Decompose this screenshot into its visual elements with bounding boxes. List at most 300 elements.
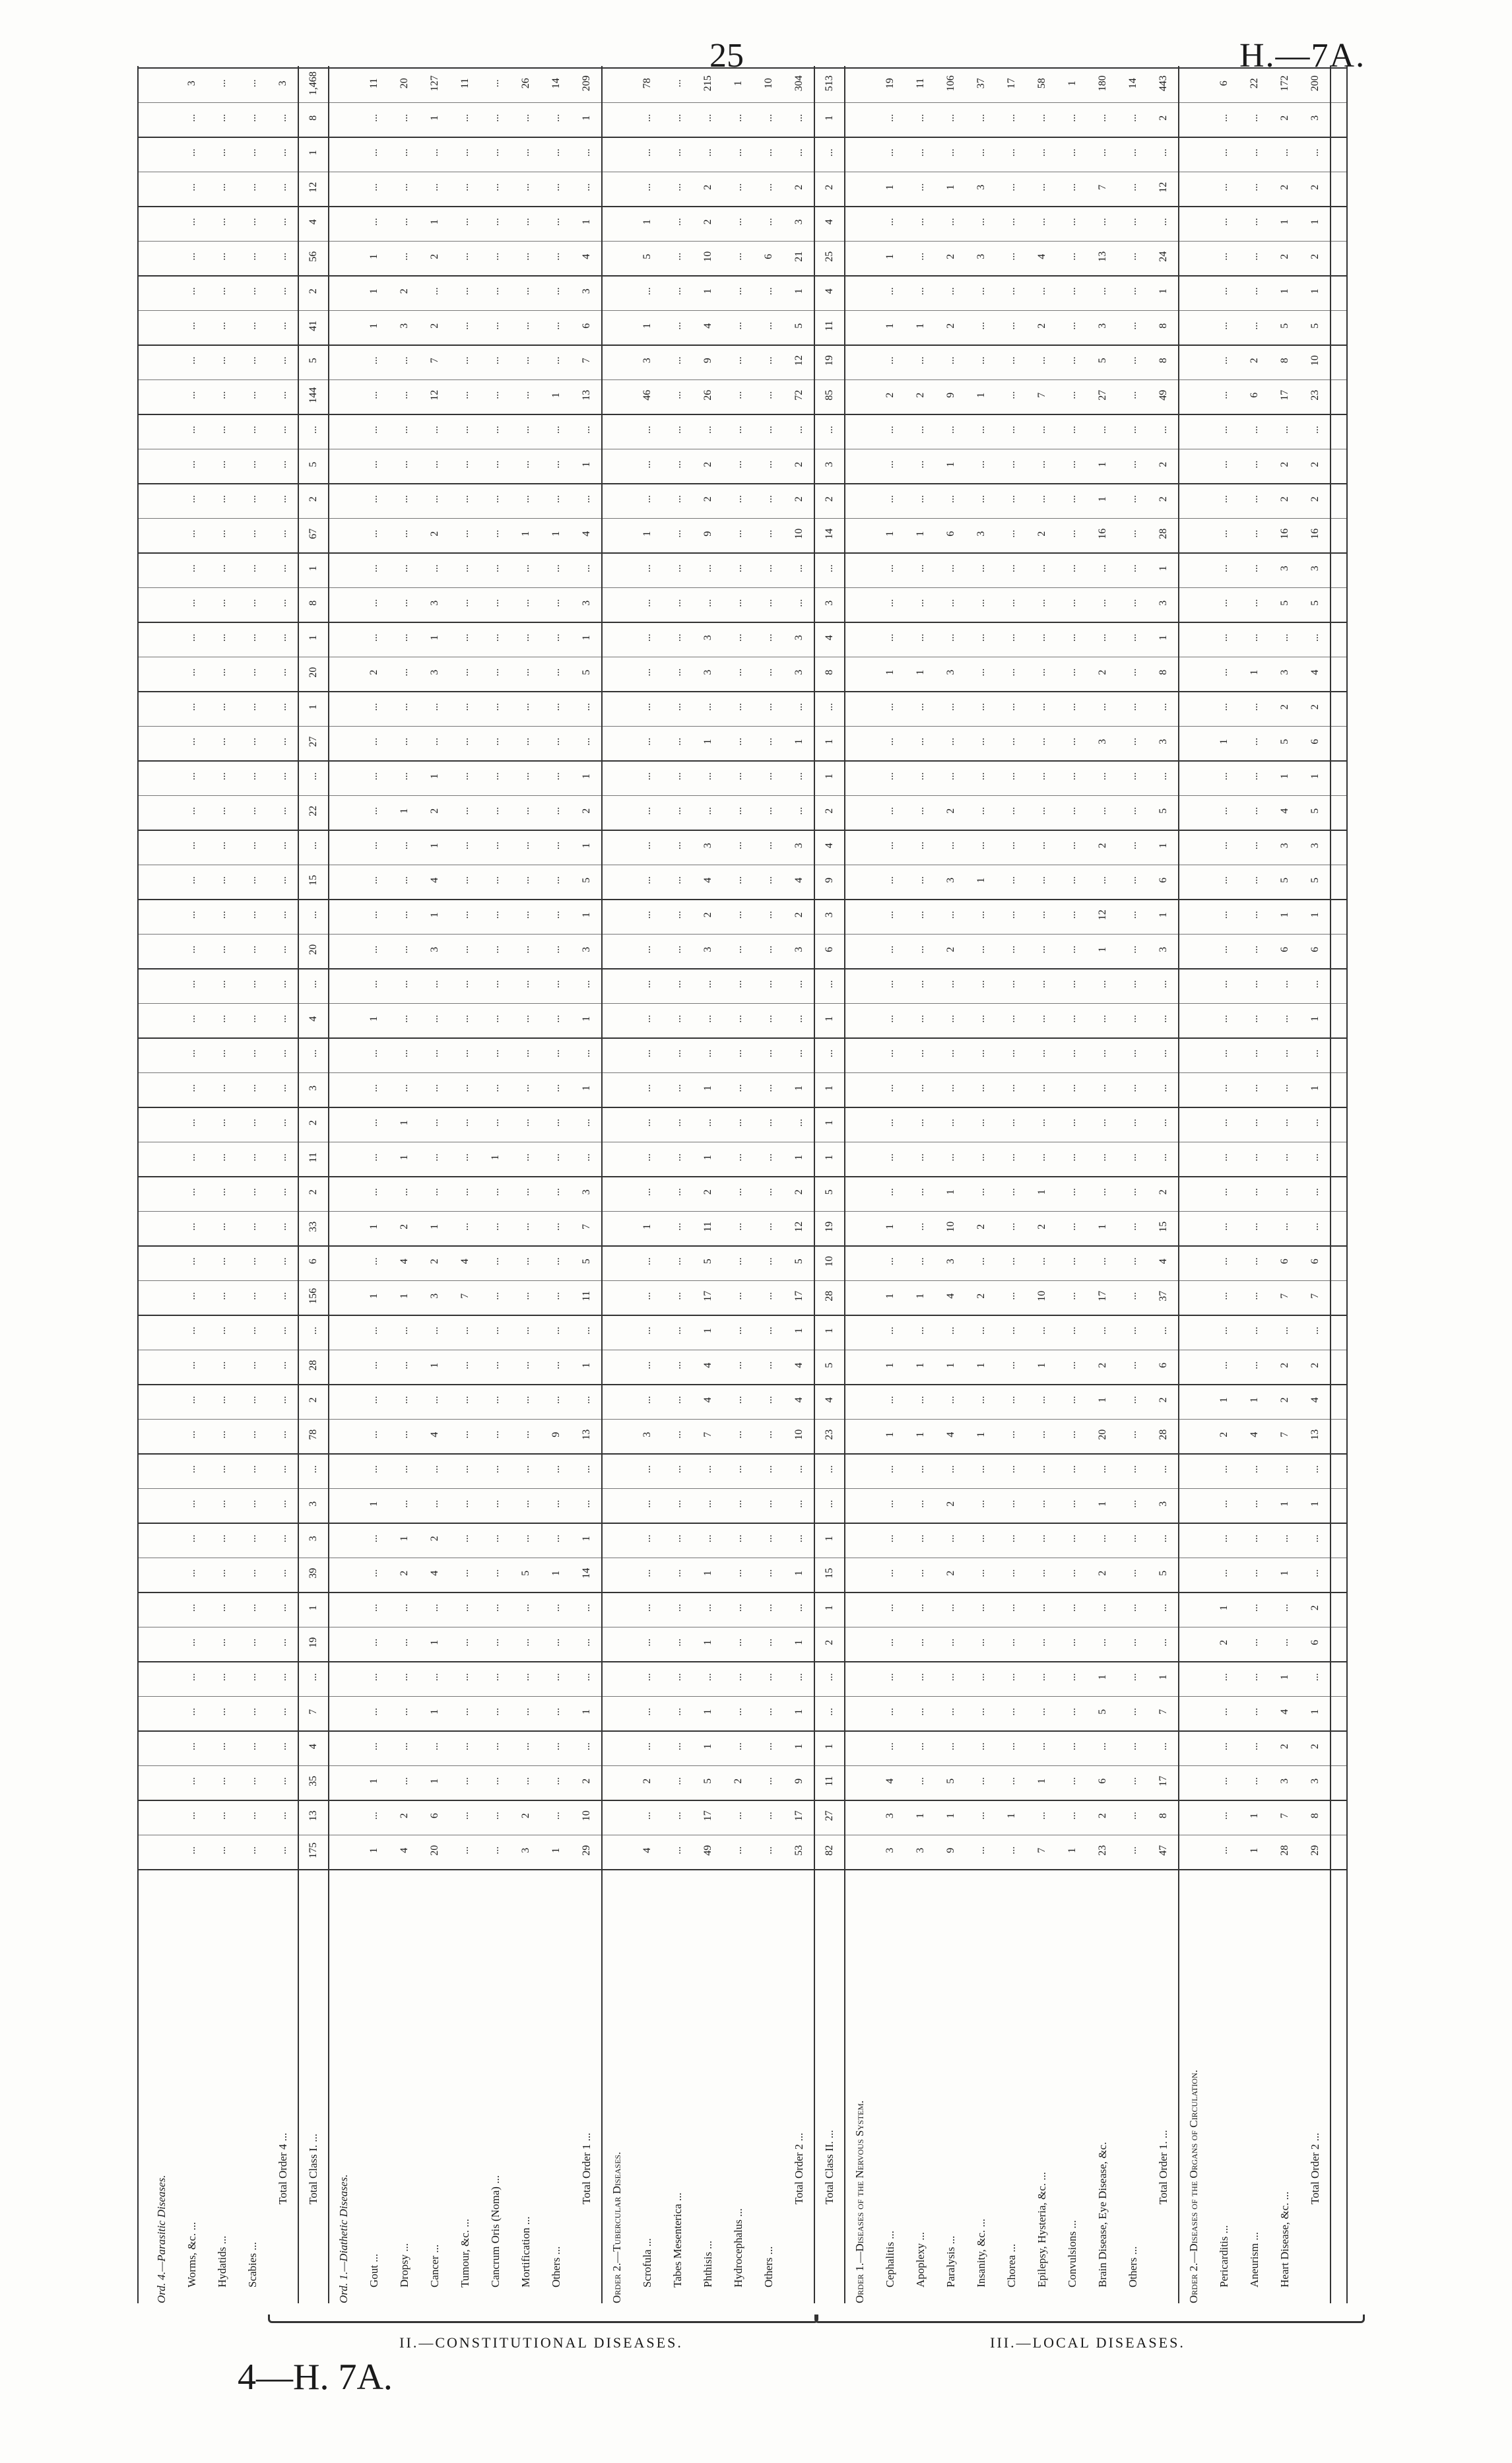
table-cell: ... <box>368 1673 379 1682</box>
table-cell: ... <box>702 1014 713 1023</box>
table-cell: ... <box>884 1742 896 1751</box>
table-cell: ... <box>1218 806 1230 815</box>
table-cell: 2 <box>429 323 440 329</box>
table-cell: ... <box>1067 634 1078 642</box>
table-cell: ... <box>1067 321 1078 330</box>
table-cell: 1 <box>793 1085 805 1091</box>
table-cell: ... <box>915 218 926 226</box>
table-cell: 2 <box>1279 253 1290 259</box>
table-cell: ... <box>247 1361 258 1369</box>
table-cell: 49 <box>1158 389 1169 401</box>
table-cell: ... <box>277 529 288 538</box>
table-cell: 1 <box>945 184 956 190</box>
table-cell: ... <box>1006 218 1017 226</box>
table-cell: ... <box>277 911 288 919</box>
table-cell: 2 <box>308 1397 319 1403</box>
table-cell: ... <box>672 1257 683 1266</box>
table-cell: 14 <box>581 1567 592 1579</box>
table-cell: ... <box>793 806 805 815</box>
table-cell: 2 <box>399 1570 410 1576</box>
table-cell: ... <box>216 218 228 226</box>
table-cell: ... <box>247 148 258 157</box>
table-cell: ... <box>216 529 228 538</box>
table-cell: ... <box>216 1396 228 1404</box>
table-cell: 53 <box>793 1845 805 1856</box>
table-cell: 11 <box>915 78 926 88</box>
table-cell: 2 <box>793 1189 805 1195</box>
table-row <box>936 66 966 2303</box>
row-label: Hydatids ... <box>216 2235 228 2287</box>
table-cell: ... <box>247 772 258 781</box>
table-cell: ... <box>1006 1014 1017 1023</box>
table-cell: 1 <box>308 635 319 641</box>
table-cell: 6 <box>945 531 956 537</box>
table-cell: 1 <box>550 1847 562 1853</box>
table-cell: ... <box>884 1604 896 1612</box>
table-cell: ... <box>824 703 835 711</box>
table-cell: ... <box>216 1049 228 1058</box>
table-cell: ... <box>975 1812 987 1820</box>
table-cell: ... <box>520 599 531 607</box>
table-cell: 1 <box>520 531 531 537</box>
table-cell: ... <box>1006 1396 1017 1404</box>
table-cell: 8 <box>1279 358 1290 364</box>
table-cell: ... <box>793 980 805 989</box>
table-cell: ... <box>186 1638 197 1647</box>
table-cell: ... <box>399 529 410 538</box>
table-cell: ... <box>763 1638 774 1647</box>
table-cell: 5 <box>1158 1570 1169 1576</box>
table-cell: ... <box>733 495 744 504</box>
table-cell: ... <box>915 1465 926 1474</box>
table-cell: ... <box>1036 1569 1047 1577</box>
table-cell: ... <box>216 1361 228 1369</box>
table-cell: ... <box>368 703 379 711</box>
table-cell: ... <box>975 1638 987 1647</box>
table-cell: ... <box>672 980 683 989</box>
table-cell: ... <box>550 911 562 919</box>
row-label: Ord. 1.—Diathetic Diseases. <box>337 2174 350 2303</box>
table-cell: 5 <box>581 877 592 883</box>
table-cell: ... <box>763 1049 774 1058</box>
table-cell: ... <box>1067 391 1078 399</box>
table-cell: ... <box>1036 1465 1047 1474</box>
table-cell: ... <box>490 1812 501 1820</box>
table-cell: ... <box>1127 772 1138 781</box>
table-cell: ... <box>368 564 379 573</box>
table-cell: ... <box>1097 1257 1108 1266</box>
table-cell: ... <box>824 1707 835 1716</box>
table-cell: ... <box>1006 1430 1017 1439</box>
table-cell: ... <box>1279 1222 1290 1231</box>
table-cell: ... <box>1309 1222 1321 1231</box>
table-cell: 3 <box>308 1501 319 1507</box>
table-cell: ... <box>550 1257 562 1266</box>
table-cell: ... <box>550 703 562 711</box>
table-cell: ... <box>702 772 713 781</box>
table-cell: 10 <box>1036 1290 1047 1301</box>
table-cell: ... <box>1036 1499 1047 1508</box>
table-cell: ... <box>186 391 197 399</box>
table-cell: ... <box>975 1465 987 1474</box>
table-cell: ... <box>247 1534 258 1543</box>
table-cell: ... <box>459 703 471 711</box>
table-cell: ... <box>520 911 531 919</box>
table-cell: ... <box>1097 148 1108 157</box>
table-cell: 4 <box>399 1847 410 1853</box>
table-cell: ... <box>1127 321 1138 330</box>
table-cell: 1 <box>429 1778 440 1784</box>
table-cell: ... <box>1127 1846 1138 1855</box>
table-cell: ... <box>641 1396 653 1404</box>
table-cell: ... <box>186 1707 197 1716</box>
table-cell: ... <box>459 1049 471 1058</box>
table-cell: ... <box>1097 599 1108 607</box>
table-cell: ... <box>672 1292 683 1300</box>
table-cell: ... <box>733 1465 744 1474</box>
table-cell: ... <box>1127 1327 1138 1335</box>
table-cell: 2 <box>308 288 319 294</box>
table-cell: ... <box>277 460 288 469</box>
table-cell: ... <box>915 703 926 711</box>
table-cell: 23 <box>1097 1845 1108 1856</box>
table-cell: ... <box>1218 911 1230 919</box>
table-cell: ... <box>884 703 896 711</box>
table-cell: ... <box>459 876 471 884</box>
table-row <box>1179 66 1209 2303</box>
table-cell: 1 <box>399 1293 410 1299</box>
table-cell: ... <box>1158 426 1169 434</box>
table-cell: ... <box>581 495 592 504</box>
table-cell: 37 <box>1158 1290 1169 1301</box>
table-cell: ... <box>641 911 653 919</box>
table-cell: ... <box>186 1327 197 1335</box>
table-cell: ... <box>1006 1673 1017 1682</box>
table-cell: 1 <box>884 1362 896 1368</box>
table-cell: ... <box>945 1534 956 1543</box>
table-cell: ... <box>1279 1465 1290 1474</box>
table-cell: 28 <box>824 1290 835 1301</box>
table-cell: ... <box>1036 876 1047 884</box>
table-cell: ... <box>429 1014 440 1023</box>
table-cell: 1 <box>884 323 896 329</box>
table-cell: ... <box>399 1465 410 1474</box>
table-cell: 1 <box>915 323 926 329</box>
table-cell: ... <box>550 114 562 122</box>
table-cell: ... <box>216 564 228 573</box>
table-cell: ... <box>672 1673 683 1682</box>
table-cell: ... <box>550 1673 562 1682</box>
table-cell: ... <box>672 287 683 296</box>
table-row <box>632 66 663 2303</box>
table-cell: ... <box>277 737 288 746</box>
table-cell: ... <box>1127 1084 1138 1092</box>
table-cell: ... <box>1097 1153 1108 1162</box>
table-cell: ... <box>975 1534 987 1543</box>
table-cell: ... <box>672 599 683 607</box>
group-label: II.—CONSTITUTIONAL DISEASES. <box>399 2334 683 2351</box>
table-cell: ... <box>641 1604 653 1612</box>
table-cell: ... <box>550 1049 562 1058</box>
table-cell: ... <box>1006 1153 1017 1162</box>
table-cell: 3 <box>945 669 956 675</box>
table-cell: 1 <box>975 392 987 398</box>
table-cell: 1 <box>884 1224 896 1230</box>
table-cell: ... <box>1097 1049 1108 1058</box>
table-cell: 1 <box>429 1709 440 1715</box>
table-cell: 3 <box>702 843 713 849</box>
table-cell: 2 <box>429 1259 440 1264</box>
table-cell: ... <box>1006 945 1017 954</box>
table-cell: ... <box>884 1084 896 1092</box>
table-cell: 1 <box>429 773 440 779</box>
table-cell: ... <box>550 668 562 676</box>
table-cell: ... <box>1127 1119 1138 1127</box>
table-cell: ... <box>459 1846 471 1855</box>
table-cell: 2 <box>1249 358 1260 364</box>
table-cell: ... <box>1097 876 1108 884</box>
table-cell: ... <box>1036 1742 1047 1751</box>
table-cell: 2 <box>1097 1362 1108 1368</box>
table-cell: ... <box>550 356 562 365</box>
table-cell: ... <box>216 1499 228 1508</box>
table-cell: ... <box>672 495 683 504</box>
table-cell: ... <box>490 772 501 781</box>
table-cell: ... <box>672 460 683 469</box>
table-cell: ... <box>1127 1188 1138 1197</box>
table-cell: 2 <box>793 461 805 467</box>
table-cell: ... <box>641 495 653 504</box>
table-cell: ... <box>550 876 562 884</box>
row-label: Others ... <box>762 2246 775 2287</box>
table-cell: ... <box>975 356 987 365</box>
table-cell: ... <box>186 1777 197 1785</box>
table-cell: ... <box>763 599 774 607</box>
table-cell: ... <box>520 772 531 781</box>
table-cell: ... <box>490 356 501 365</box>
table-cell: ... <box>368 114 379 122</box>
table-cell: ... <box>672 876 683 884</box>
table-cell: 156 <box>308 1288 319 1304</box>
table-cell: 1 <box>550 392 562 398</box>
table-cell: ... <box>1036 1257 1047 1266</box>
table-cell: ... <box>581 426 592 434</box>
table-cell: ... <box>824 148 835 157</box>
table-cell: ... <box>702 1673 713 1682</box>
table-cell: ... <box>884 1569 896 1577</box>
table-cell: 28 <box>1279 1845 1290 1856</box>
table-cell: 6 <box>308 1259 319 1264</box>
table-cell: ... <box>1249 1222 1260 1231</box>
table-cell: 3 <box>1097 323 1108 329</box>
table-cell: 3 <box>641 358 653 364</box>
table-cell: 17 <box>1006 78 1017 89</box>
table-cell: ... <box>459 218 471 226</box>
table-cell: ... <box>975 911 987 919</box>
table-cell: ... <box>641 1049 653 1058</box>
table-cell: ... <box>1036 1049 1047 1058</box>
table-cell: ... <box>459 183 471 191</box>
table-cell: ... <box>277 1673 288 1682</box>
table-cell: ... <box>399 1742 410 1751</box>
table-cell: ... <box>490 1292 501 1300</box>
table-cell: ... <box>975 1119 987 1127</box>
table-cell: ... <box>520 1777 531 1785</box>
table-cell: ... <box>216 772 228 781</box>
row-label: Others ... <box>1127 2246 1139 2287</box>
table-cell: 1 <box>308 1605 319 1611</box>
table-cell: ... <box>186 1499 197 1508</box>
table-cell: ... <box>550 1777 562 1785</box>
table-cell: 7 <box>1036 1847 1047 1853</box>
group-label: III.—LOCAL DISEASES. <box>990 2334 1185 2351</box>
table-cell: ... <box>915 1604 926 1612</box>
table-cell: ... <box>1279 1153 1290 1162</box>
table-cell: ... <box>277 1742 288 1751</box>
table-cell: 2 <box>1309 184 1321 190</box>
table-cell: ... <box>884 1153 896 1162</box>
table-cell: ... <box>793 1119 805 1127</box>
table-cell: 4 <box>459 1259 471 1264</box>
table-cell: 1 <box>581 1536 592 1542</box>
table-cell: ... <box>216 1430 228 1439</box>
table-cell: ... <box>1006 1292 1017 1300</box>
table-cell: ... <box>247 495 258 504</box>
table-cell: ... <box>277 1153 288 1162</box>
table-cell: ... <box>1067 183 1078 191</box>
table-cell: ... <box>975 1396 987 1404</box>
table-cell: 1 <box>1158 912 1169 918</box>
table-cell: ... <box>945 287 956 296</box>
table-cell: ... <box>1127 1812 1138 1820</box>
table-cell: 4 <box>824 635 835 641</box>
table-cell: ... <box>945 1465 956 1474</box>
table-cell: ... <box>793 426 805 434</box>
table-cell: 1 <box>641 1224 653 1230</box>
table-cell: ... <box>733 841 744 850</box>
table-cell: ... <box>672 668 683 676</box>
table-cell: 443 <box>1158 75 1169 92</box>
table-cell: ... <box>1097 634 1108 642</box>
table-cell: ... <box>368 634 379 642</box>
table-cell: ... <box>1067 1638 1078 1647</box>
table-cell: ... <box>1006 1777 1017 1785</box>
table-cell: ... <box>1127 287 1138 296</box>
row-label: Scrofula ... <box>641 2238 653 2287</box>
table-cell: ... <box>490 1569 501 1577</box>
table-row <box>966 66 997 2303</box>
table-cell: 2 <box>429 808 440 814</box>
table-cell: ... <box>702 599 713 607</box>
table-cell: ... <box>581 737 592 746</box>
table-cell: ... <box>550 599 562 607</box>
table-cell: ... <box>945 1084 956 1092</box>
table-cell: ... <box>520 980 531 989</box>
table-cell: ... <box>1036 356 1047 365</box>
table-cell: ... <box>641 1812 653 1820</box>
table-cell: ... <box>520 321 531 330</box>
table-cell: 2 <box>702 1189 713 1195</box>
page-reference: H.—7A. <box>1239 37 1366 75</box>
table-cell: ... <box>1127 356 1138 365</box>
table-cell: ... <box>550 1084 562 1092</box>
table-cell: 1 <box>581 115 592 121</box>
row-label: Total Order 2 ... <box>1309 2132 1321 2204</box>
table-cell: ... <box>550 183 562 191</box>
table-cell: 3 <box>581 288 592 294</box>
table-cell: ... <box>1309 148 1321 157</box>
table-cell: 2 <box>1309 253 1321 259</box>
table-cell: 11 <box>824 321 835 331</box>
table-cell: 1 <box>793 288 805 294</box>
table-cell: ... <box>1218 356 1230 365</box>
table-cell: 1 <box>915 1362 926 1368</box>
table-cell: 1 <box>308 566 319 572</box>
table-cell: ... <box>216 148 228 157</box>
table-cell: 14 <box>550 78 562 89</box>
table-cell: ... <box>884 911 896 919</box>
table-cell: ... <box>216 287 228 296</box>
table-cell: 9 <box>793 1778 805 1784</box>
table-row <box>784 66 814 2303</box>
table-cell: ... <box>1067 1707 1078 1716</box>
table-cell: ... <box>459 1569 471 1577</box>
table-cell: ... <box>884 1119 896 1127</box>
table-cell: ... <box>368 911 379 919</box>
table-cell: ... <box>793 1465 805 1474</box>
table-cell: ... <box>368 1361 379 1369</box>
table-cell: ... <box>1279 1327 1290 1335</box>
table-cell: ... <box>216 1777 228 1785</box>
table-cell: 1 <box>368 1293 379 1299</box>
table-cell: 106 <box>945 75 956 92</box>
table-cell: ... <box>186 599 197 607</box>
table-cell: 5 <box>1309 808 1321 814</box>
row-label: Paralysis ... <box>944 2235 957 2287</box>
table-cell: 3 <box>1158 1501 1169 1507</box>
table-row <box>875 66 905 2303</box>
table-cell: ... <box>641 1084 653 1092</box>
table-cell: 5 <box>1279 600 1290 606</box>
table-cell: ... <box>884 634 896 642</box>
table-cell: ... <box>247 911 258 919</box>
table-cell: ... <box>459 148 471 157</box>
table-cell: ... <box>247 1742 258 1751</box>
table-cell: ... <box>641 287 653 296</box>
table-cell: 1 <box>793 1154 805 1160</box>
table-cell: ... <box>1309 1534 1321 1543</box>
row-label: Order 2.—Tubercular Diseases. <box>610 2151 623 2303</box>
table-cell: 20 <box>308 944 319 955</box>
table-cell: ... <box>1218 980 1230 989</box>
table-cell: 3 <box>793 669 805 675</box>
table-cell: 4 <box>399 1259 410 1264</box>
table-cell: ... <box>490 1084 501 1092</box>
table-cell: ... <box>672 218 683 226</box>
table-cell: ... <box>247 114 258 122</box>
row-label: Insanity, &c. ... <box>975 2218 987 2287</box>
table-cell: ... <box>247 183 258 191</box>
table-cell: ... <box>1006 356 1017 365</box>
table-cell: ... <box>884 1049 896 1058</box>
table-cell: ... <box>1036 148 1047 157</box>
table-cell: 1 <box>1158 843 1169 849</box>
table-cell: ... <box>1218 1777 1230 1785</box>
table-cell: 7 <box>1279 1431 1290 1437</box>
table-cell: 4 <box>1158 1259 1169 1264</box>
table-cell: ... <box>216 876 228 884</box>
table-cell: ... <box>186 1465 197 1474</box>
